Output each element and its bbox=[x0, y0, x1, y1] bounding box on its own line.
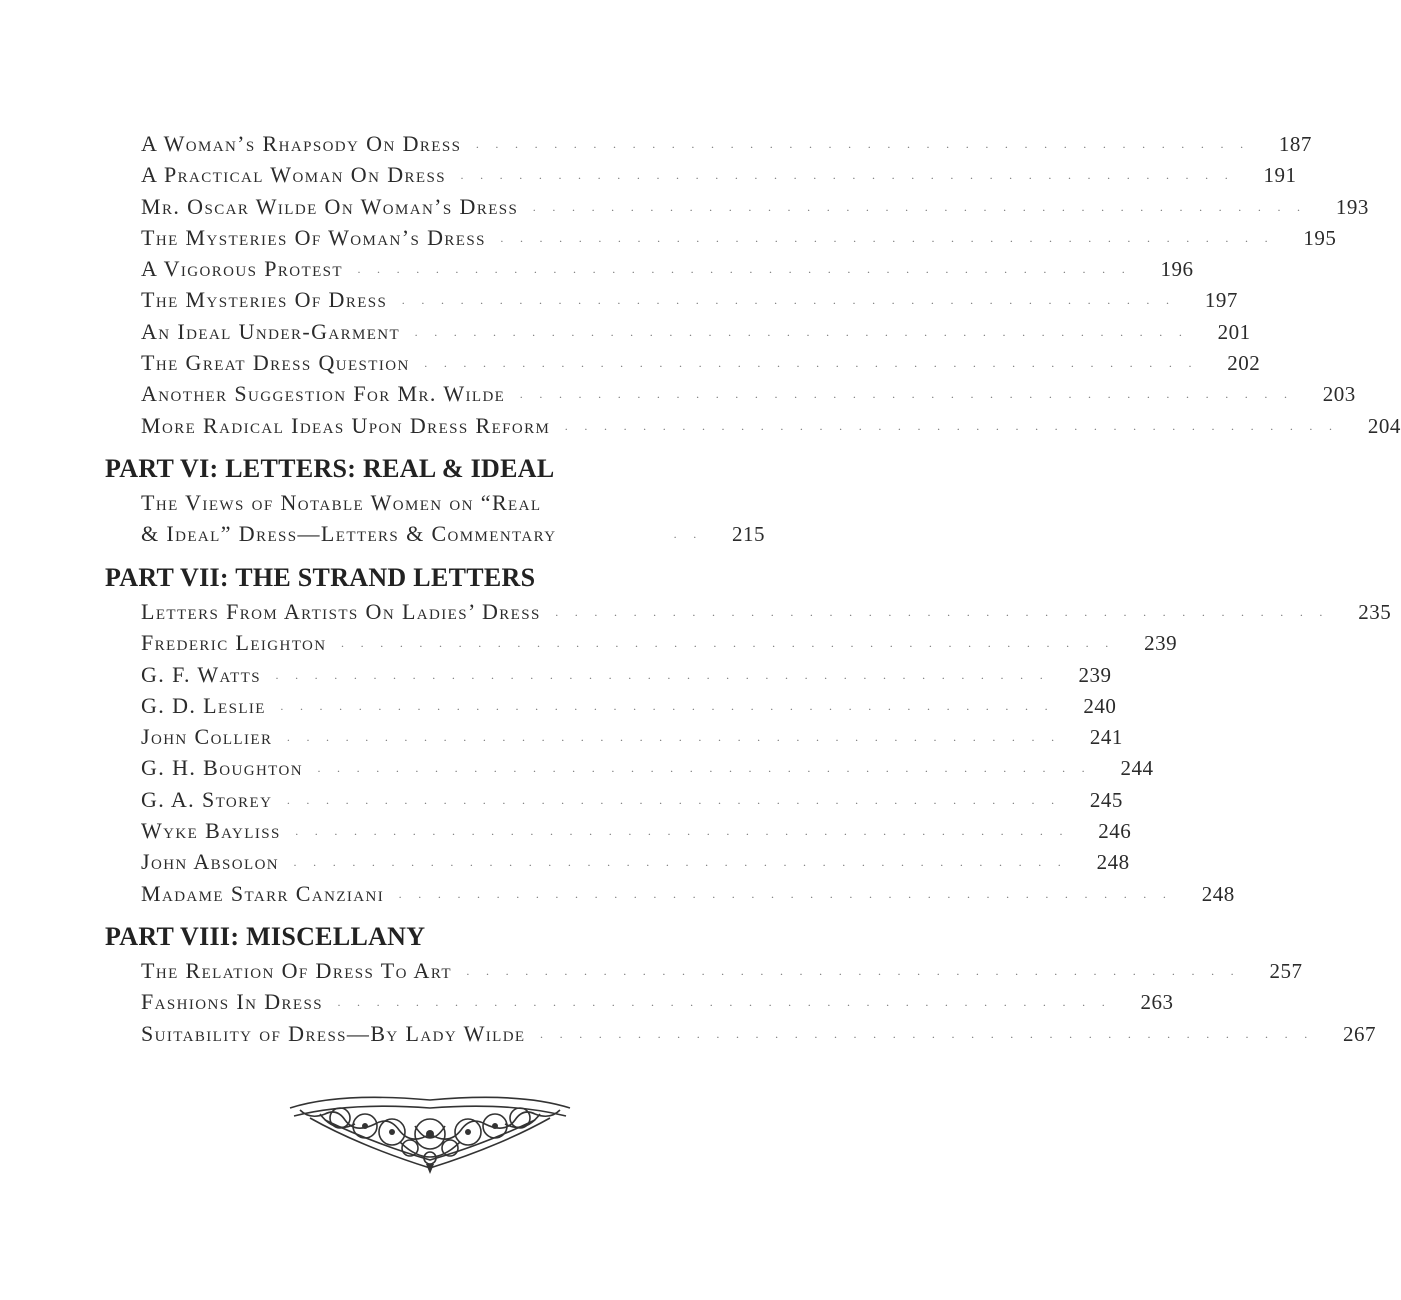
toc-entry-page: 235 bbox=[1358, 599, 1392, 624]
toc-entry-page: 203 bbox=[1322, 382, 1356, 407]
leader-dots: · · · · · · · · · · · · · · · · · · · · · · · · · · · · · · · · · · · · · · · · bbox=[336, 998, 1112, 1013]
leader-dots: · · · · · · · · · · · · · · · · · · · · · · · · · · · · · · · · · · · · · · · · bbox=[286, 795, 1061, 810]
leader-dots: · · · · · · · · · · · · · · · · · · · · · · · · · · · · · · · · · · · · · · · · bbox=[340, 639, 1116, 654]
toc-entry-title: Letters From Artists On Ladies’ Dress bbox=[141, 598, 541, 624]
toc-entry-title: An Ideal Under-Garment bbox=[141, 318, 401, 344]
toc-entry-page: 191 bbox=[1263, 163, 1297, 188]
leader-dots: · · · · · · · · · · · · · · · · · · · · · · · · · · · · · · · · · · · · · · · · bbox=[465, 966, 1241, 981]
toc-entry-title: Another Suggestion For Mr. Wilde bbox=[141, 381, 506, 407]
leader-dots: · · · · · · · · · · · · · · · · · · · · · · · · · · · · · · · · · · · · · · · · bbox=[274, 670, 1050, 685]
toc-entry[interactable] bbox=[141, 191, 1369, 222]
toc-entry-page: 245 bbox=[1089, 787, 1123, 812]
toc-entry-page: 239 bbox=[1078, 662, 1112, 687]
toc-entry[interactable] bbox=[141, 222, 1337, 253]
toc-entry-title: Wyke Bayliss bbox=[141, 818, 281, 844]
toc-entry-title: G. H. Boughton bbox=[141, 755, 303, 781]
toc-entry[interactable] bbox=[141, 752, 1154, 783]
part-heading-7: PART VII: THE STRAND LETTERS bbox=[105, 562, 536, 592]
leader-dots: · · · · · · · · · · · · · · · · · · · · · · · · · · · · · · · · · · · · · · · · bbox=[459, 171, 1235, 186]
toc-entry[interactable] bbox=[141, 955, 1303, 986]
part-heading-6: PART VI: LETTERS: REAL & IDEAL bbox=[105, 453, 555, 483]
toc-entry-title: The Mysteries Of Woman’s Dress bbox=[141, 224, 486, 250]
leader-dots: · · · · · · · · · · · · · · · · · · · · · · · · · · · · · · · · · · · · · · · · bbox=[564, 421, 1339, 436]
toc-entry-page: 267 bbox=[1343, 1021, 1377, 1046]
toc-entry-page: 196 bbox=[1160, 257, 1194, 282]
toc-entry[interactable] bbox=[141, 1018, 1377, 1049]
leader-dots: · · · · · · · · · · · · · · · · · · · · · · · · · · · · · · · · · · · · · · · · bbox=[414, 327, 1189, 342]
leader-dots: · · · · · · · · · · · · · · · · · · · · · · · · · · · · · · · · · · · · · · · · bbox=[475, 140, 1250, 154]
toc-entry-title: The Mysteries Of Dress bbox=[141, 287, 388, 313]
leader-dots: · · · · · · · · · · · · · · · · · · · · · · · · · · · · · · · · · · · · · · · · bbox=[286, 733, 1061, 748]
toc-entry[interactable] bbox=[141, 721, 1123, 752]
toc-entry-page: 257 bbox=[1269, 958, 1303, 983]
leader-dots: · · · · · · · · · · · · · · · · · · · · · · · · · · · · · · · · · · · · · · · · bbox=[532, 202, 1307, 217]
toc-entry-title: Mr. Oscar Wilde On Woman’s Dress bbox=[141, 193, 519, 219]
leader-dots: · · · · · · · · · · · · · · · · · · · · · · · · · · · · · · · · · · · · · · · · bbox=[279, 701, 1055, 716]
toc-entry-title: John Absolon bbox=[141, 849, 280, 875]
leader-dots: · · · · · · · · · · · · · · · · · · · · · · · · · · · · · · · · · · · · · · · · bbox=[401, 296, 1176, 311]
leader-dots: · · · · · · · · · · · · · · · · · · · · · · · · · · · · · · · · · · · · · · · · bbox=[423, 359, 1199, 374]
toc-entry-title: G. F. Watts bbox=[141, 661, 261, 687]
leader-dots: · · · · · · · · · · · · · · · · · · · · · · · · · · · · · · · · · · · · · · · · bbox=[293, 858, 1068, 873]
toc-entry-title: More Radical Ideas Upon Dress Reform bbox=[141, 412, 551, 438]
toc-entry[interactable] bbox=[141, 878, 1235, 909]
toc-entry[interactable] bbox=[141, 410, 1401, 441]
toc-entry-title: A Practical Woman On Dress bbox=[141, 162, 446, 188]
toc-entry-page: 204 bbox=[1367, 413, 1401, 438]
toc-entry-title: Madame Starr Canziani bbox=[141, 880, 385, 906]
toc-entry-page: 215 bbox=[732, 521, 765, 546]
leader-dots: · · · · · · · · · · · · · · · · · · · · · · · · · · · · · · · · · · · · · · · · bbox=[499, 233, 1275, 248]
leader-dots: · · · · · · · · · · · · · · · · · · · · · · · · · · · · · · · · · · · · · · · · bbox=[356, 265, 1132, 280]
toc-entry[interactable] bbox=[141, 986, 1174, 1017]
toc-entry-title: Fashions In Dress bbox=[141, 989, 323, 1015]
toc-entry[interactable] bbox=[141, 627, 1178, 658]
toc-entry-page: 187 bbox=[1278, 132, 1312, 156]
leader-dots: · · · · · · · · · · · · · · · · · · · · · · · · · · · · · · · · · · · · · · · · bbox=[519, 390, 1294, 405]
toc-group-part8 bbox=[105, 955, 1377, 1049]
toc-entry-page: 248 bbox=[1201, 881, 1235, 906]
toc-entry-title: John Collier bbox=[141, 724, 273, 750]
part-heading-8: PART VIII: MISCELLANY bbox=[105, 921, 426, 951]
toc-entry-page: 240 bbox=[1083, 693, 1117, 718]
leader-dots: · · · · · · · · · · · · · · · · · · · · · · · · · · · · · · · · · · · · · · · · bbox=[294, 827, 1070, 842]
toc-group-part7 bbox=[105, 596, 1392, 909]
table-of-contents bbox=[105, 128, 1401, 1049]
toc-entry-title: A Woman’s Rhapsody On Dress bbox=[141, 131, 462, 156]
toc-entry[interactable] bbox=[141, 347, 1261, 378]
toc-entry[interactable] bbox=[141, 159, 1297, 190]
toc-entry-title: & Ideal” Dress—Letters & Commentary bbox=[141, 520, 557, 546]
toc-entry-title: Suitability of Dress—By Lady Wilde bbox=[141, 1020, 526, 1046]
toc-entry-page: 239 bbox=[1144, 631, 1178, 656]
toc-entry[interactable] bbox=[141, 128, 1312, 159]
toc-entry-page: 195 bbox=[1303, 225, 1337, 250]
toc-entry[interactable] bbox=[141, 518, 765, 550]
leader-dots: · · · · · · · · · · · · · · · · · · · · · · · · · · · · · · · · · · · · · · · · bbox=[554, 607, 1330, 622]
toc-group-continued bbox=[105, 128, 1401, 441]
toc-entry-title: The Great Dress Question bbox=[141, 350, 410, 376]
toc-entry-title: A Vigorous Protest bbox=[141, 256, 343, 282]
toc-entry[interactable] bbox=[141, 378, 1356, 409]
leader-dots: · · · · · · · · · · · · · · · · · · · · · · · · · · · · · · · · · · · · · · · · bbox=[398, 889, 1173, 904]
leader-dots: · · bbox=[673, 529, 703, 544]
toc-entry[interactable] bbox=[141, 316, 1251, 347]
toc-entry-title: Frederic Leighton bbox=[141, 630, 327, 656]
toc-entry-title: G. D. Leslie bbox=[141, 692, 266, 718]
toc-entry[interactable] bbox=[141, 487, 765, 518]
toc-entry-page: 202 bbox=[1227, 351, 1261, 376]
toc-entry[interactable] bbox=[141, 659, 1112, 690]
toc-entry[interactable] bbox=[141, 815, 1132, 846]
toc-entry-title: The Views of Notable Women on “Real bbox=[141, 489, 542, 515]
toc-entry-page: 244 bbox=[1120, 756, 1154, 781]
leader-dots: · · · · · · · · · · · · · · · · · · · · · · · · · · · · · · · · · · · · · · · · bbox=[539, 1029, 1315, 1044]
toc-entry-page: 263 bbox=[1140, 990, 1174, 1015]
toc-entry[interactable] bbox=[141, 690, 1117, 721]
toc-entry-page: 246 bbox=[1098, 819, 1132, 844]
leader-dots: · · · · · · · · · · · · · · · · · · · · · · · · · · · · · · · · · · · · · · · · bbox=[316, 764, 1092, 779]
toc-entry[interactable] bbox=[141, 846, 1130, 877]
celtic-knot-ornament-icon bbox=[280, 1086, 580, 1176]
toc-entry-page: 241 bbox=[1089, 725, 1123, 750]
toc-entry-title: The Relation Of Dress To Art bbox=[141, 957, 452, 983]
toc-entry-page: 197 bbox=[1204, 288, 1238, 313]
toc-entry-page: 193 bbox=[1335, 194, 1369, 219]
toc-entry-page: 248 bbox=[1096, 850, 1130, 875]
toc-entry-title: G. A. Storey bbox=[141, 786, 273, 812]
toc-entry[interactable] bbox=[141, 253, 1194, 284]
toc-entry[interactable] bbox=[141, 596, 1392, 627]
toc-entry-page: 201 bbox=[1217, 319, 1251, 344]
toc-entry[interactable] bbox=[141, 284, 1238, 315]
toc-entry[interactable] bbox=[141, 784, 1123, 815]
